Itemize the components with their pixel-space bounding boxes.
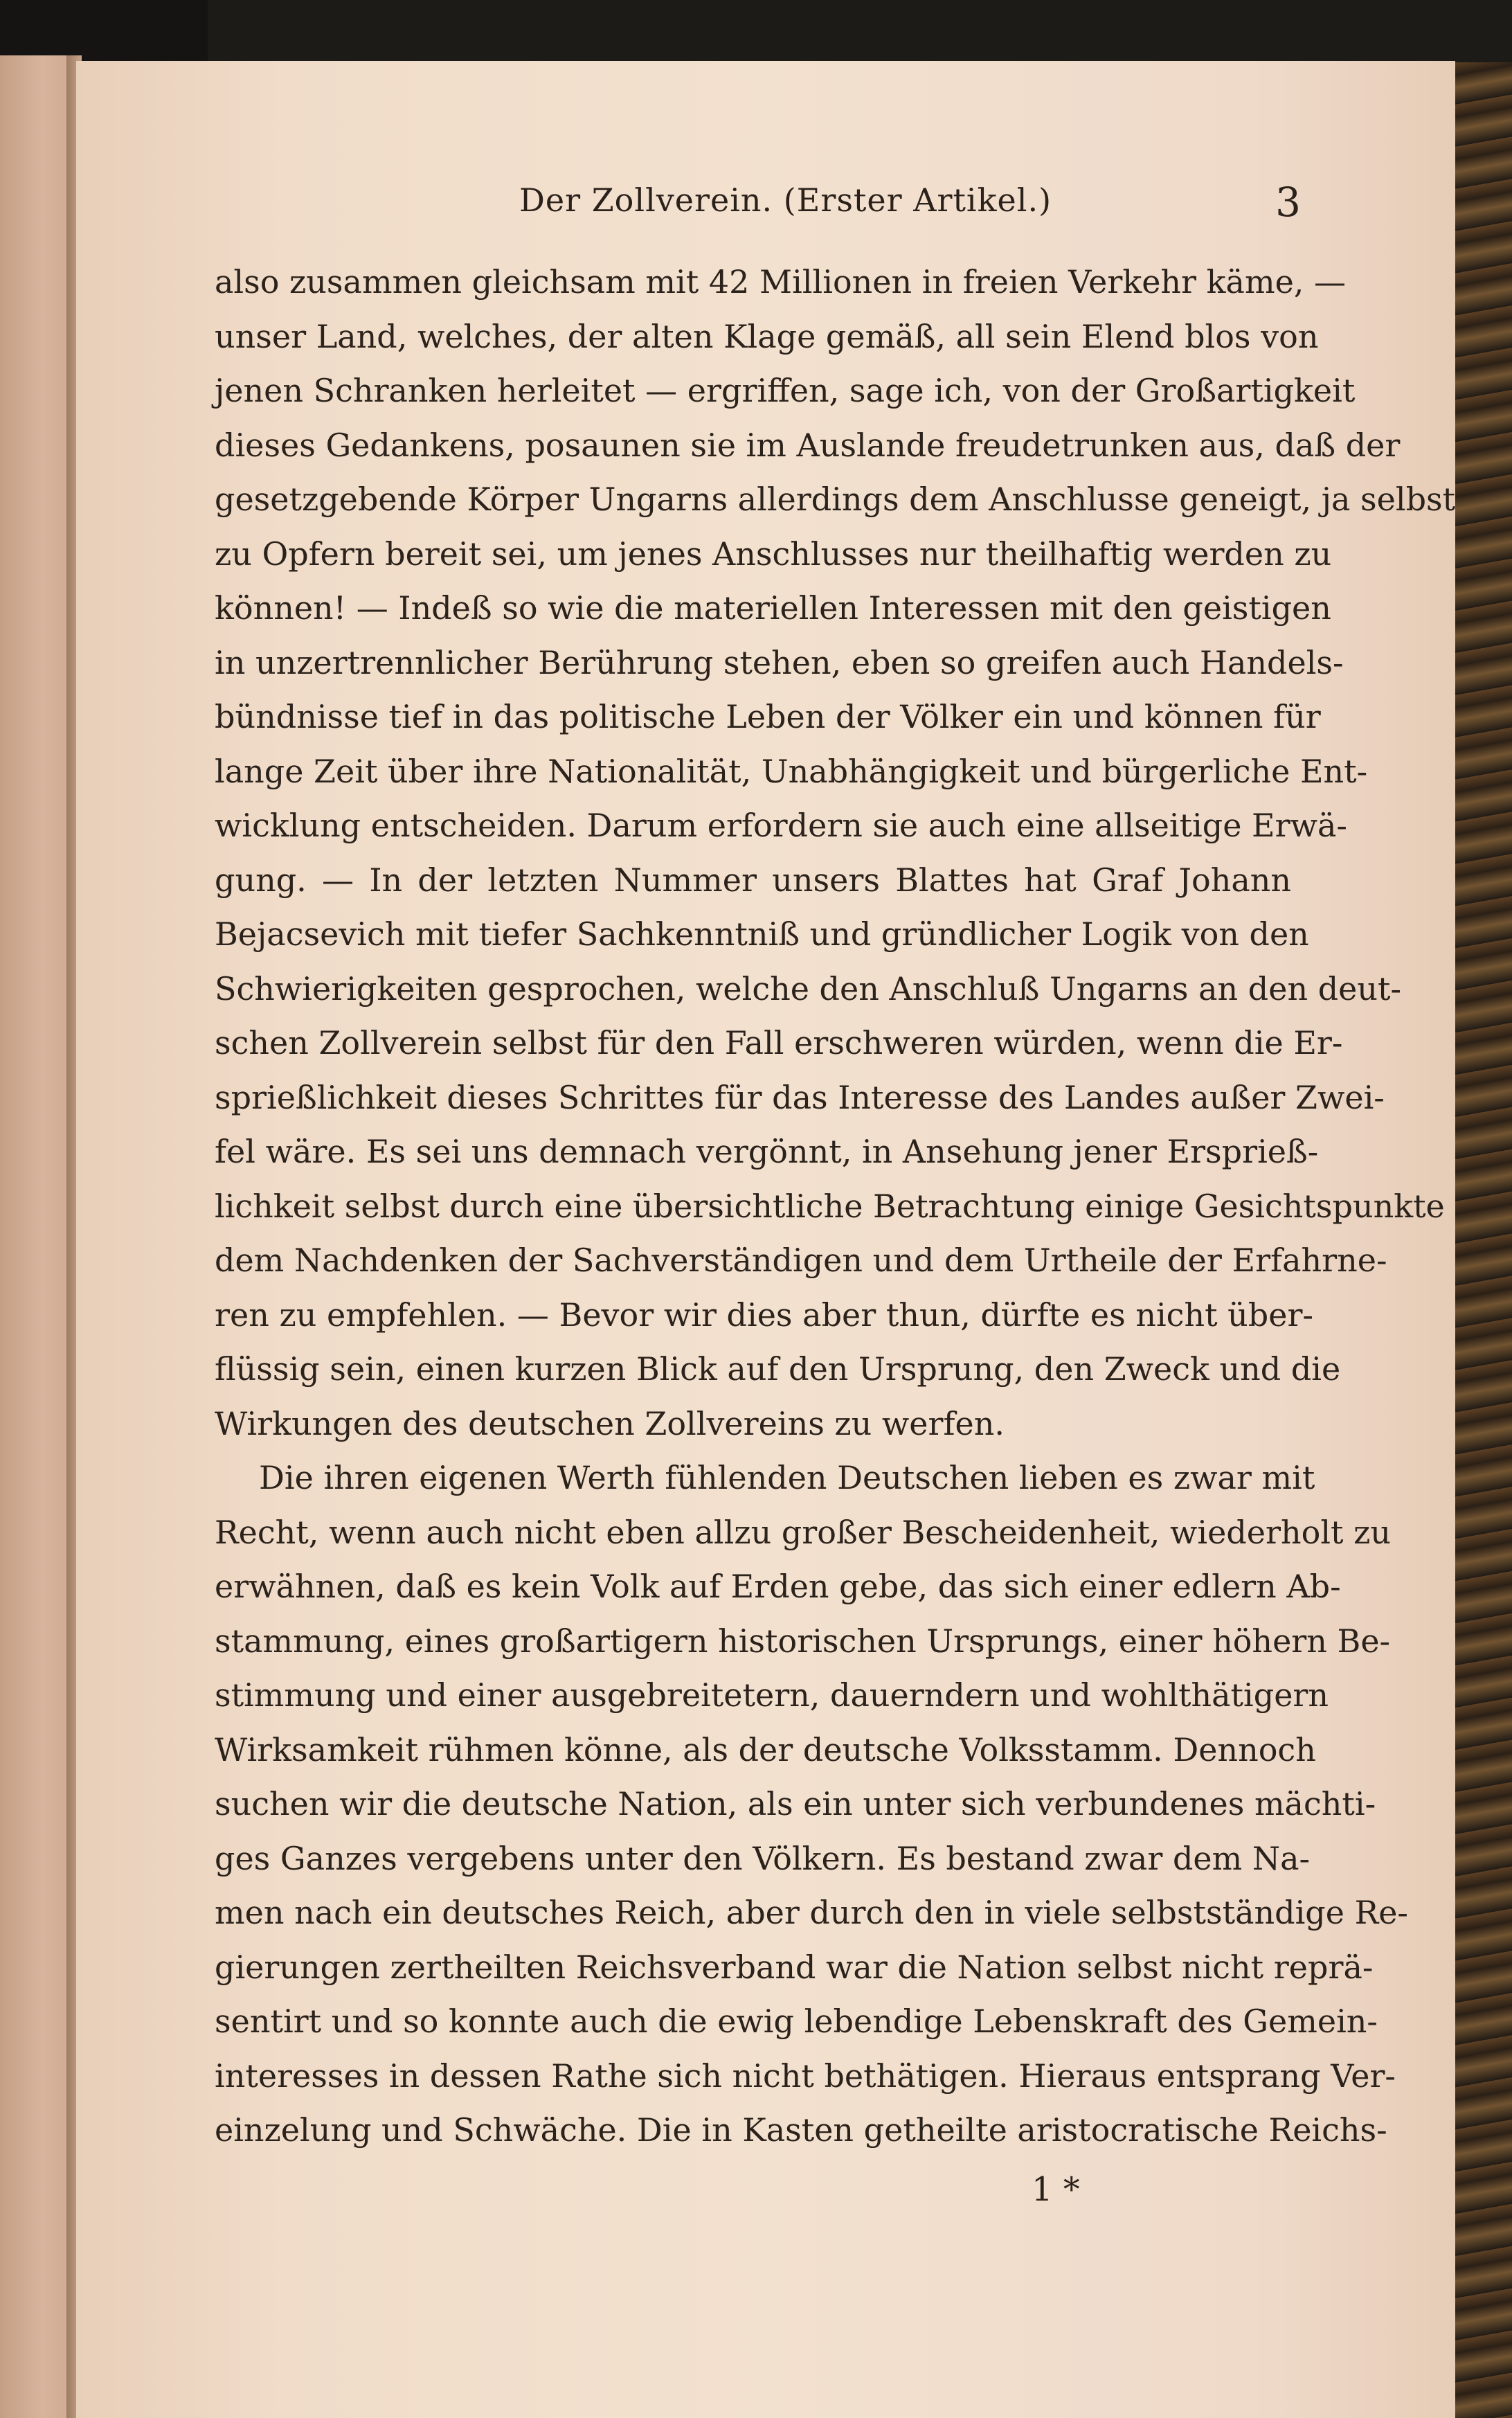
text-line: Wirksamkeit rühmen könne, als der deutsche Volksstamm. Dennoch [215,1730,1316,1768]
text-line: Wirkungen des deutschen Zollvereins zu werfen. [215,1404,1005,1442]
text-line: gierungen zertheilten Reichsverband war die Nation selbst nicht reprä- [215,1948,1374,1986]
text-line: unser Land, welches, der alten Klage gemäß, all sein Elend blos von [215,317,1319,355]
body-text [215,255,1456,2158]
text-line: schen Zollverein selbst für den Fall erschweren würden, wenn die Er- [215,1024,1343,1062]
text-line: ges Ganzes vergebens unter den Völkern. Es bestand zwar dem Na- [215,1839,1311,1877]
text-line: suchen wir die deutsche Nation, als ein unter sich verbundenes mächti- [215,1785,1376,1823]
text-line: Recht, wenn auch nicht eben allzu großer Bescheidenheit, wiederholt zu [215,1513,1392,1551]
text-line: Die ihren eigenen Werth fühlenden Deutschen lieben es zwar mit [259,1459,1315,1496]
text-line: können! — Indeß so wie die materiellen Interessen mit den geistigen [215,589,1331,627]
marbled-cover-edge [1455,62,1512,2418]
text-line: men nach ein deutsches Reich, aber durch den in viele selbstständige Re- [215,1894,1408,1931]
text-line: zu Opfern bereit sei, um jenes Anschlusses nur theilhaftig werden zu [215,535,1332,573]
text-line: gesetzgebende Körper Ungarns allerdings dem Anschlusse geneigt, ja selbst [215,481,1456,518]
text-line: bündnisse tief in das politische Leben der Völker ein und können für [215,698,1321,735]
text-line: interesses in dessen Rathe sich nicht bethätigen. Hieraus entsprang Ver- [215,2057,1396,2095]
text-line: stammung, eines großartigern historischen Ursprungs, einer höhern Be- [215,1622,1391,1660]
text-line: sentirt und so konnte auch die ewig lebendige Lebenskraft des Gemein- [215,2003,1378,2040]
text-line: Schwierigkeiten gesprochen, welche den Anschluß Ungarns an den deut- [215,969,1402,1008]
text-line: jenen Schranken herleitet — ergriffen, sage ich, von der Großartigkeit [215,372,1356,409]
running-head-title: Der Zollverein. (Erster Artikel.) [519,181,1052,219]
signature-mark: 1 * [1032,2170,1080,2209]
running-head [215,181,1302,230]
text-line: ren zu empfehlen. — Bevor wir dies aber thun, dürfte es nicht über- [215,1296,1313,1334]
text-line: fel wäre. Es sei uns demnach vergönnt, in Ansehung jener Ersprieß- [215,1133,1319,1170]
scan-background [0,0,208,62]
text-line: gung. — In der letzten Nummer unsers Blattes hat Graf Johann [215,861,1291,899]
text-line: lichkeit selbst durch eine übersichtliche Betrachtung einige Gesichtspunkte [215,1187,1445,1225]
text-line: dem Nachdenken der Sachverständigen und dem Urtheile der Erfahrne- [215,1242,1387,1279]
text-line: in unzertrennlicher Berührung stehen, eben so greifen auch Handels- [215,643,1344,681]
text-line: stimmung und einer ausgebreitetern, dauerndern und wohlthätigern [215,1676,1329,1714]
text-line: dieses Gedankens, posaunen sie im Auslande freudetrunken aus, daß der [215,426,1401,464]
text-line: Bejacsevich mit tiefer Sachkenntniß und gründlicher Logik von den [215,915,1309,953]
text-line: also zusammen gleichsam mit 42 Millionen in freien Verkehr käme, — [215,263,1347,301]
facing-page-edge [0,55,76,2418]
text-line: flüssig sein, einen kurzen Blick auf den Ursprung, den Zweck und die [215,1350,1341,1388]
text-line: wicklung entscheiden. Darum erfordern sie auch eine allseitige Erwä- [215,807,1347,844]
text-line: sprießlichkeit dieses Schrittes für das Interesse des Landes außer Zwei- [215,1078,1385,1116]
text-line: erwähnen, daß es kein Volk auf Erden gebe, das sich einer edlern Ab- [215,1568,1341,1605]
text-line: einzelung und Schwäche. Die in Kasten getheilte aristocratische Reichs- [215,2111,1387,2149]
text-line: lange Zeit über ihre Nationalität, Unabhängigkeit und bürgerliche Ent- [215,752,1368,790]
page-number: 3 [1275,179,1302,226]
